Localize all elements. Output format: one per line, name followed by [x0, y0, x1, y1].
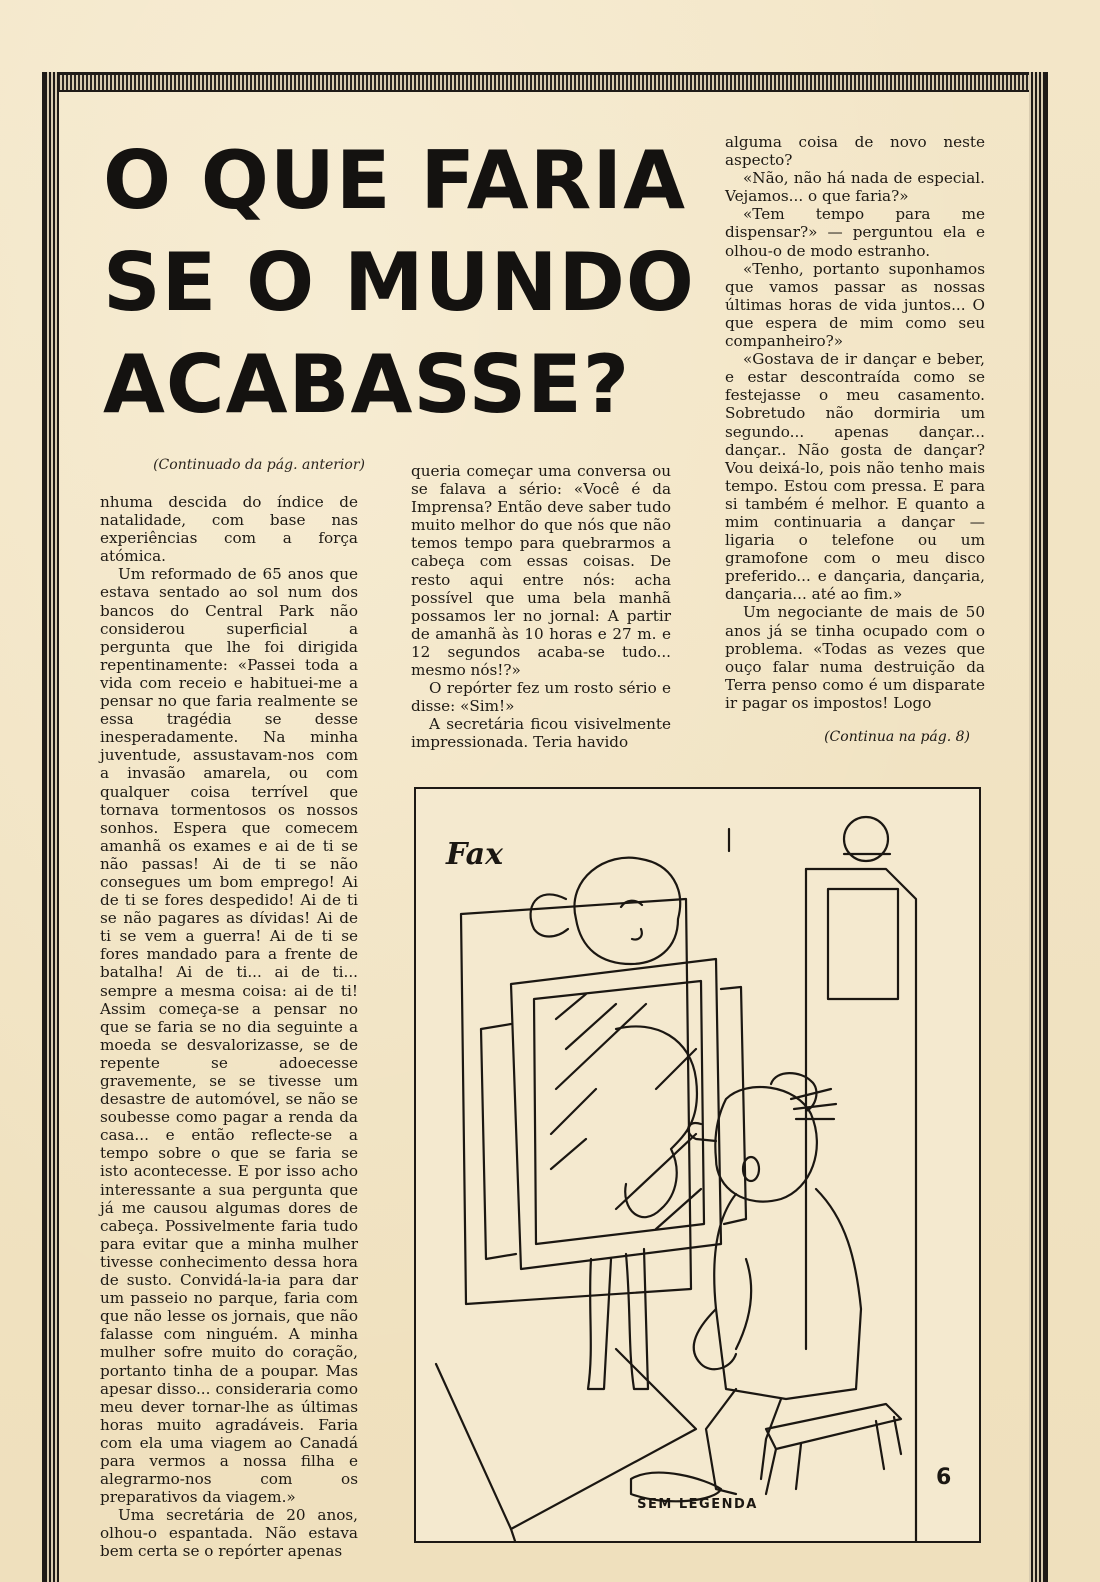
text-column-1 — [100, 493, 358, 1561]
decorative-border-top — [42, 72, 1048, 92]
woman-ponytail — [531, 894, 568, 936]
stool-seat — [766, 1404, 901, 1449]
paragraph: O repórter fez um rosto sério e disse: «Sim!» — [411, 679, 671, 716]
paragraph: queria começar uma conversa ou se falava a sério: «Você é da Imprensa? Então deve saber tudo muito melhor do que nós que não temos tempo para quebrarmos a cabeça com essas coisas. De resto aqui entre nós: acha possível que uma bela manhã possamos ler no jornal: A partir de amanhã às 10 horas e 27 m. e 12 segundos acaba-se tudo... mesmo nós!?» — [411, 462, 671, 680]
continues-on-note: (Continua na pág. 8) — [824, 729, 970, 745]
decorative-border-right — [1029, 72, 1048, 1582]
doctor-head — [715, 1087, 817, 1202]
cabinet-window — [828, 889, 898, 999]
paragraph: Uma secretária de 20 anos, olhou-o espantada. Não estava bem certa se o repórter apenas — [100, 1506, 358, 1561]
paragraph: «Tenho, portanto suponhamos que vamos passar as nossas últimas horas de vida juntos... O que espera de mim como seu companheiro?» — [725, 259, 985, 351]
paragraph: «Gostava de ir dançar e beber, e estar descontraída como se festejasse o meu casamento. Sobretudo não dormiria um segundo... apenas dançar... dançar.. Não gosta de dançar? Vou deixá-lo, pois não tenho mais tempo. Estou com pressa. E para si também é melhor. E quanto a mim continuaria a dançar — ligaria o telefone ou um gramofone com o meu disco preferido... e dançaria, dançaria, dançaria... até ao fim.» — [725, 350, 985, 604]
text-column-3 — [725, 133, 985, 712]
paragraph: Um negociante de mais de 50 anos já se tinha ocupado com o problema. «Todas as vezes que ouço falar numa destruição da Terra penso como é um disparate ir pagar os impostos! Logo — [725, 603, 985, 712]
paragraph: A secretária ficou visivelmente impressionada. Teria havido — [411, 715, 671, 752]
headline-line-2: SE O MUNDO — [103, 236, 695, 329]
paragraph: «Tem tempo para me dispensar?» — perguntou ela e olhou-o de modo estranho. — [725, 205, 985, 260]
text-column-2 — [411, 462, 671, 752]
continued-from-note: (Continuado da pág. anterior) — [153, 457, 365, 473]
woman-head — [574, 858, 680, 964]
paragraph: nhuma descida do índice de natalidade, com base nas experiências com a força atómica. — [100, 493, 358, 566]
cartoon-illustration — [414, 787, 981, 1543]
page-mark: 6 — [936, 1465, 952, 1490]
doctor-headlamp — [771, 1073, 816, 1111]
paragraph: «Não, não há nada de especial. Vejamos... o que faria?» — [725, 169, 985, 206]
paragraph: alguma coisa de novo neste aspecto? — [725, 133, 985, 170]
headline-line-1: O QUE FARIA — [103, 134, 686, 227]
xray-panel — [461, 899, 691, 1304]
article-headline — [103, 130, 703, 436]
artist-signature: Fax — [446, 837, 503, 872]
cartoon-caption: SEM LEGENDA — [637, 1497, 758, 1512]
paragraph: Um reformado de 65 anos que estava sentado ao sol num dos bancos do Central Park não considerou superficial a pergunta que lhe foi dirigida repentinamente: «Passei toda a vida com receio e habituei-me a pensar no que faria realmente se essa tragédia se desse inesperadamente. Na minha juventude, assustavam-nos com a invasão amarela, ou com qualquer coisa terrível que tornava tormentosos os nossos sonhos. Espera que comecem amanhã os exames e ai de ti se não passas! Ai de ti se não consegues um bom emprego! Ai de ti se fores despedido! Ai de ti se não pagares as dívidas! Ai de ti se vem a guerra! Ai de ti se fores mandado para a frente de batalha! Ai de ti... ai de ti... sempre a mesma coisa: ai de ti! Assim começa-se a pensar no que se faria se no dia seguinte a moeda se desvalorizasse, se de repente se adoecesse gravemente, se se tivesse um desastre de automóvel, se não se soubesse como pagar a renda da casa... e então reflecte-se a tempo sobre o que se faria se isto acontecesse. E por isso acho interessante a sua pergunta que já me causou algumas dores de cabeça. Possivelmente faria tudo para evitar que a minha mulher tivesse conhecimento dessa hora de susto. Convidá-la-ia para dar um passeio no parque, faria com que não lesse os jornais, que não falasse com ninguém. A minha mulher sofre muito do coração, portanto tinha de a poupar. Mas apesar disso... consideraria como meu dever tornar-lhe as últimas horas muito agradáveis. Faria com ela uma viagem ao Canadá para vermos a nossa filha e alegrarmo-nos com os preparativos da viagem.» — [100, 565, 358, 1507]
cartoon-drawing — [416, 789, 981, 1543]
decorative-border-left — [42, 72, 59, 1582]
headline-line-3: ACABASSE? — [103, 338, 631, 431]
